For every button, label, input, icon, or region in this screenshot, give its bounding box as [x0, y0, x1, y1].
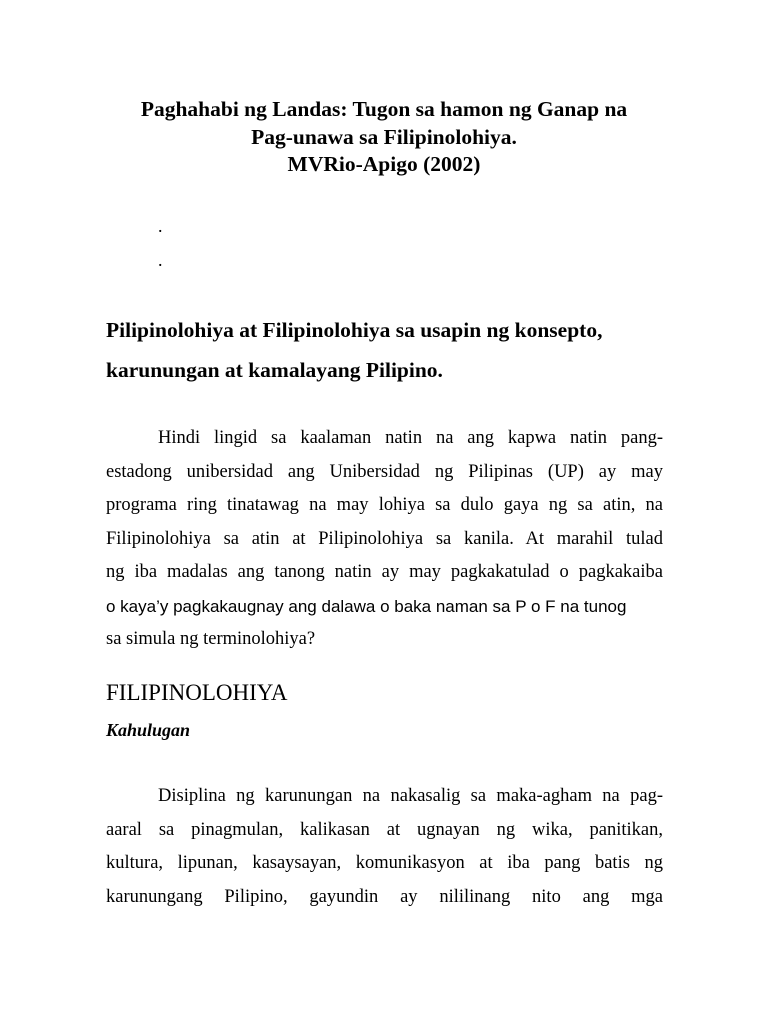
- section-subtitle: Kahulugan: [106, 720, 191, 740]
- bullet-dot: .: [158, 216, 163, 236]
- heading-line-1: Pilipinolohiya at Filipinolohiya sa usapin ng konsepto,: [106, 318, 603, 342]
- title-line-1: Paghahabi ng Landas: Tugon sa hamon ng Ganap na: [140, 97, 628, 121]
- paragraph-line: Filipinolohiya sa atin at Pilipinolohiya sa kanila. At marahil tulad: [106, 528, 663, 549]
- paragraph-line: Disiplina ng karunungan na nakasalig sa maka-agham na pag-: [158, 786, 663, 806]
- title-author-line: MVRio-Apigo (2002): [287, 152, 481, 176]
- paragraph-line: sa simula ng terminolohiya?: [106, 629, 316, 649]
- paragraph-line: aaral sa pinagmulan, kalikasan at ugnayan ng wika, panitikan,: [106, 819, 663, 840]
- section-heading: [106, 310, 666, 390]
- title-line-2: Pag-unawa sa Filipinolohiya.: [251, 124, 517, 149]
- document-title: [80, 96, 688, 179]
- paragraph-line: kultura, lipunan, kasaysayan, komunikasyon at iba pang batis ng: [106, 853, 663, 873]
- bullet-dot: .: [158, 250, 163, 270]
- paragraph-line: o kaya’y pagkakaugnay ang dalawa o baka naman sa P o F na tunog: [106, 596, 627, 616]
- paragraph-line: programa ring tinatawag na may lohiya sa dulo gaya ng sa atin, na: [106, 495, 663, 515]
- paragraph-intro: [106, 422, 663, 657]
- paragraph-line: karunungang Pilipino, gayundin ay nililinang nito ang mga: [106, 886, 663, 907]
- heading-line-2: karunungan at kamalayang Pilipino.: [106, 358, 443, 382]
- paragraph-line: ng iba madalas ang tanong natin ay may pagkakatulad o pagkakaiba: [106, 562, 663, 582]
- section-title: FILIPINOLOHIYA: [106, 680, 288, 705]
- paragraph-line: estadong unibersidad ang Unibersidad ng Pilipinas (UP) ay may: [106, 461, 663, 482]
- paragraph-line: Hindi lingid sa kaalaman natin na ang kapwa natin pang-: [158, 428, 663, 448]
- paragraph-definition: [106, 780, 663, 914]
